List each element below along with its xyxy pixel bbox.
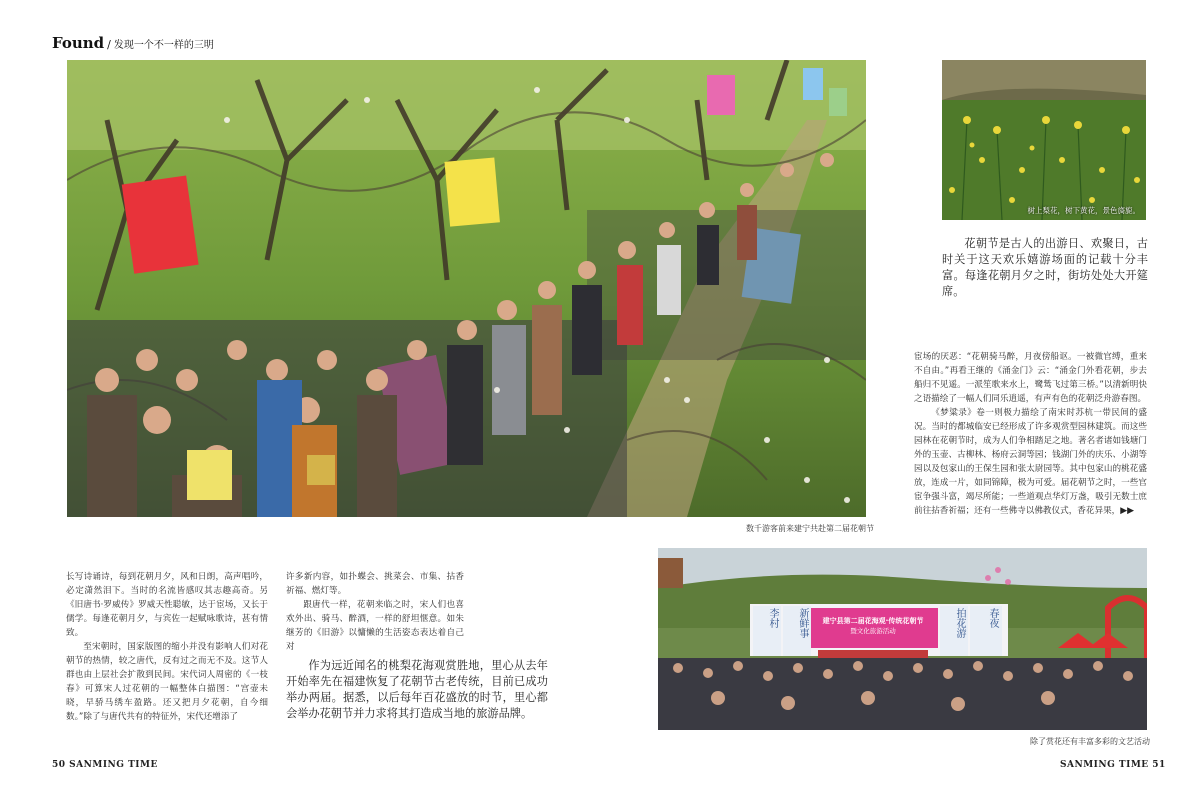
right-paragraph-2: 《梦粱录》卷一则极力描绘了南宋时苏杭一带民间的盛况。当时的都城临安已经形成了许多观赏型园林建筑。而这些园林在花朝节时，成为人们争相踏足之地。著名者诸如钱塘门外的玉壶、古柳林、杨府云洞等园；钱湖门外的庆乐、小湖等园以及包家山的王保生园和张太尉园等。其中包家山的桃花盛放，连成一片，如同锦障，极为可爱。届花朝节之时，一些官宦争强斗富，竭尽所能；一些道观点华灯万盏，吸引无数士庶前往拈香祈福；还有一些佛寺以佛教仪式，香花异果，▶▶ xyxy=(914,408,1147,516)
intro-right xyxy=(942,236,1148,300)
footer-right-folio: SANMING TIME 51 xyxy=(1060,760,1166,770)
stage-photo-caption: 除了赏花还有丰富多彩的文艺活动 xyxy=(1030,737,1150,746)
section-header xyxy=(52,34,214,54)
intro-left-text: 作为远近闻名的桃梨花海观赏胜地，里心从去年开始率先在福建恢复了花朝节古老传统，目前已成功举办两届。据悉，以后每年百花盛放的时节，里心都会举办花朝节并力求将其打造成当地的旅游品牌。 xyxy=(286,659,548,720)
stage-board-4: 春夜 xyxy=(987,608,998,628)
stage-banner xyxy=(808,608,938,636)
photo-yellow-flowers xyxy=(942,60,1146,220)
red-flag xyxy=(122,176,199,274)
intro-left xyxy=(286,658,548,722)
stage-board-2: 新鲜事 xyxy=(797,608,808,638)
flower-photo-caption: 树上梨花，树下黄花，景色旖旎。 xyxy=(1027,206,1140,215)
section-brand: Found xyxy=(52,34,105,52)
left2-paragraph-1: 许多新内容，如扑蝶会、挑菜会、市集、拈香祈福、燃灯等。 xyxy=(286,572,464,596)
photo-stage-event xyxy=(658,548,1147,730)
left1-paragraph-2: 至宋朝时，国家版图的缩小并没有影响人们对花朝节的热情，较之唐代，反有过之而无不及。这节人群也由上层社会扩散到民间。宋代词人周密的《一枝春》可算宋人过花朝的一幅整体白描图：“宫壶未晓，早骄马绣车盈路。还又把月夕花朝，自今细数。”除了与唐代共有的特征外，宋代还增添了 xyxy=(66,642,268,722)
continue-arrow-icon: ▶▶ xyxy=(1120,506,1135,516)
intro-right-text: 花朝节是古人的出游日、欢聚日，古时关于这天欢乐嬉游场面的记载十分丰富。每逢花朝月夕之时，街坊处处大开筵席。 xyxy=(942,237,1148,298)
section-subtitle: 发现一个不一样的三明 xyxy=(113,40,214,51)
left-column-2 xyxy=(286,570,464,654)
left-column-1 xyxy=(66,570,268,724)
right-column-text xyxy=(914,350,1147,518)
stage-board-3: 拍花游 xyxy=(954,608,965,638)
main-photo-orchard-crowd xyxy=(67,60,866,517)
stage-banner-sub: 暨文化旅游活动 xyxy=(850,627,896,635)
left2-paragraph-2: 跟唐代一样，花朝来临之时，宋人们也喜欢外出、骑马、醉酒，一样的舒坦惬意。如朱继芳的《旧游》以慵懒的生活姿态表达着自己对 xyxy=(286,600,464,652)
main-photo-caption: 数千游客前来建宁共赴第二届花朝节 xyxy=(746,524,874,533)
header-slash: / xyxy=(107,38,111,51)
footer-left-folio: 50 SANMING TIME xyxy=(52,760,158,770)
right-paragraph-1: 宦场的厌恶：“花朝骑马醉，月夜傍船讴。一被微官缚，重来不自由。”再看王继的《涌金门》云：“涌金门外看花朝，步去船归不见遥。一派笙歌来水上，鹭鸶飞过第三桥。”以清新明快之语描绘了一幅人们同乐逍遥，有声有色的花朝泛舟游春图。 xyxy=(914,352,1147,404)
left1-paragraph-1: 长写诗诵诗，每到花朝月夕，风和日朗，高声唱吟，必定潇然泪下。当时的名流皆感叹其志趣高奇。另《旧唐书·罗威传》罗威天性聪敏，达于宦场，又长于儒学。每逢花朝月夕，与宾佐一起赋咏歌诗，甚有情致。 xyxy=(66,572,268,638)
stage-banner-title: 建宁县第二届花海观·传统花朝节 xyxy=(822,617,924,625)
stage-board-1: 李村 xyxy=(767,608,778,628)
